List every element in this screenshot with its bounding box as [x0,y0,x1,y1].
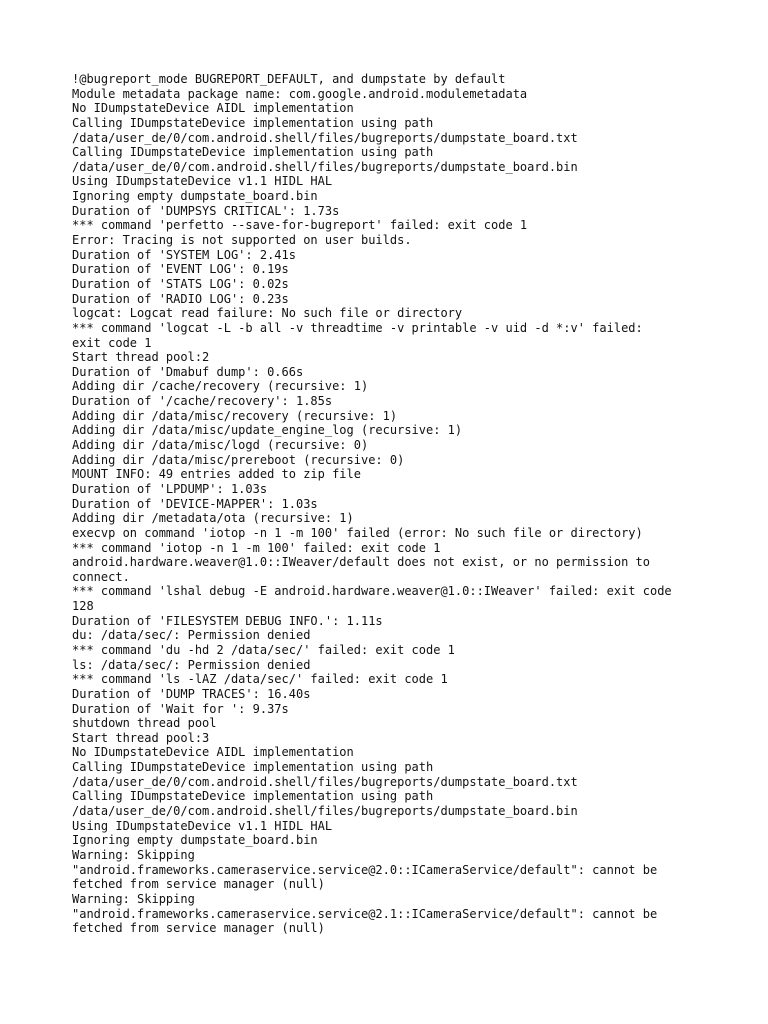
log-line: *** command 'du -hd 2 /data/sec/' failed: exit code 1 [72,642,455,657]
log-line: Duration of 'DUMP TRACES': 16.40s [72,686,311,701]
log-line: du: /data/sec/: Permission denied [72,628,311,643]
log-line: Calling IDumpstateDevice implementation using path [72,115,434,130]
log-line: Warning: Skipping [72,847,195,862]
log-line: Start thread pool:2 [72,350,210,365]
log-line: connect. [72,569,130,584]
log-line: Duration of 'STATS LOG': 0.02s [72,276,289,291]
log-line: MOUNT INFO: 49 entries added to zip file [72,467,361,482]
log-line: Duration of '/cache/recovery': 1.85s [72,394,333,409]
log-line: android.hardware.weaver@1.0::IWeaver/default does not exist, or no permission to [72,555,650,570]
log-line: Duration of 'DUMPSYS CRITICAL': 1.73s [72,203,340,218]
log-line: ls: /data/sec/: Permission denied [72,657,311,672]
log-line: Ignoring empty dumpstate_board.bin [72,833,318,848]
log-line: Error: Tracing is not supported on user builds. [72,233,412,248]
log-line: Duration of 'LPDUMP': 1.03s [72,481,268,496]
log-line: Adding dir /metadata/ota (recursive: 1) [72,511,354,526]
log-line: No IDumpstateDevice AIDL implementation [72,745,354,760]
log-line: *** command 'ls -lAZ /data/sec/' failed: exit code 1 [72,672,448,687]
log-line: /data/user_de/0/com.android.shell/files/bugreports/dumpstate_board.txt [72,774,578,789]
log-line: "android.frameworks.cameraservice.service@2.0::ICameraService/default": cannot be [72,862,658,877]
log-line: Using IDumpstateDevice v1.1 HIDL HAL [72,174,333,189]
log-line: execvp on command 'iotop -n 1 -m 100' failed (error: No such file or directory) [72,525,643,540]
log-line: logcat: Logcat read failure: No such file or directory [72,306,463,321]
log-line: Adding dir /data/misc/prereboot (recursive: 0) [72,452,405,467]
log-line: !@bugreport_mode BUGREPORT_DEFAULT, and dumpstate by default [72,72,506,86]
log-line: "android.frameworks.cameraservice.service@2.1::ICameraService/default": cannot be [72,906,658,921]
log-line: Duration of 'EVENT LOG': 0.19s [72,262,289,277]
log-line: Adding dir /cache/recovery (recursive: 1) [72,379,369,394]
log-line: Ignoring empty dumpstate_board.bin [72,189,318,204]
log-line: Duration of 'Wait for ': 9.37s [72,701,289,716]
log-line: *** command 'logcat -L -b all -v threadtime -v printable -v uid -d *:v' failed: [72,320,643,335]
log-line: Adding dir /data/misc/recovery (recursive: 1) [72,408,398,423]
log-line: Warning: Skipping [72,891,195,906]
log-line: Duration of 'RADIO LOG': 0.23s [72,291,289,306]
log-line: No IDumpstateDevice AIDL implementation [72,101,354,116]
log-line: *** command 'iotop -n 1 -m 100' failed: exit code 1 [72,540,441,555]
log-line: Calling IDumpstateDevice implementation using path [72,789,434,804]
log-line: Duration of 'Dmabuf dump': 0.66s [72,364,304,379]
log-line: Duration of 'FILESYSTEM DEBUG INFO.': 1.11s [72,613,383,628]
log-line: Duration of 'DEVICE-MAPPER': 1.03s [72,496,318,511]
log-line: exit code 1 [72,335,152,350]
log-line: Duration of 'SYSTEM LOG': 2.41s [72,247,296,262]
log-line: Adding dir /data/misc/update_engine_log (recursive: 1) [72,423,463,438]
log-line: Adding dir /data/misc/logd (recursive: 0) [72,438,369,453]
log-line: Using IDumpstateDevice v1.1 HIDL HAL [72,818,333,833]
log-line: Module metadata package name: com.google.android.modulemetadata [72,86,528,101]
log-line: shutdown thread pool [72,716,217,731]
log-line: fetched from service manager (null) [72,921,325,936]
log-line: *** command 'lshal debug -E android.hardware.weaver@1.0::IWeaver' failed: exit code [72,584,672,599]
log-line: /data/user_de/0/com.android.shell/files/bugreports/dumpstate_board.bin [72,159,578,174]
log-line: Calling IDumpstateDevice implementation using path [72,145,434,160]
log-line: /data/user_de/0/com.android.shell/files/bugreports/dumpstate_board.bin [72,804,578,819]
log-line: Start thread pool:3 [72,730,210,745]
log-line: *** command 'perfetto --save-for-bugreport' failed: exit code 1 [72,218,528,233]
log-line: /data/user_de/0/com.android.shell/files/bugreports/dumpstate_board.txt [72,130,578,145]
log-line: 128 [72,599,94,614]
log-line: fetched from service manager (null) [72,877,325,892]
log-line: Calling IDumpstateDevice implementation using path [72,760,434,775]
log-text-block [72,72,732,936]
